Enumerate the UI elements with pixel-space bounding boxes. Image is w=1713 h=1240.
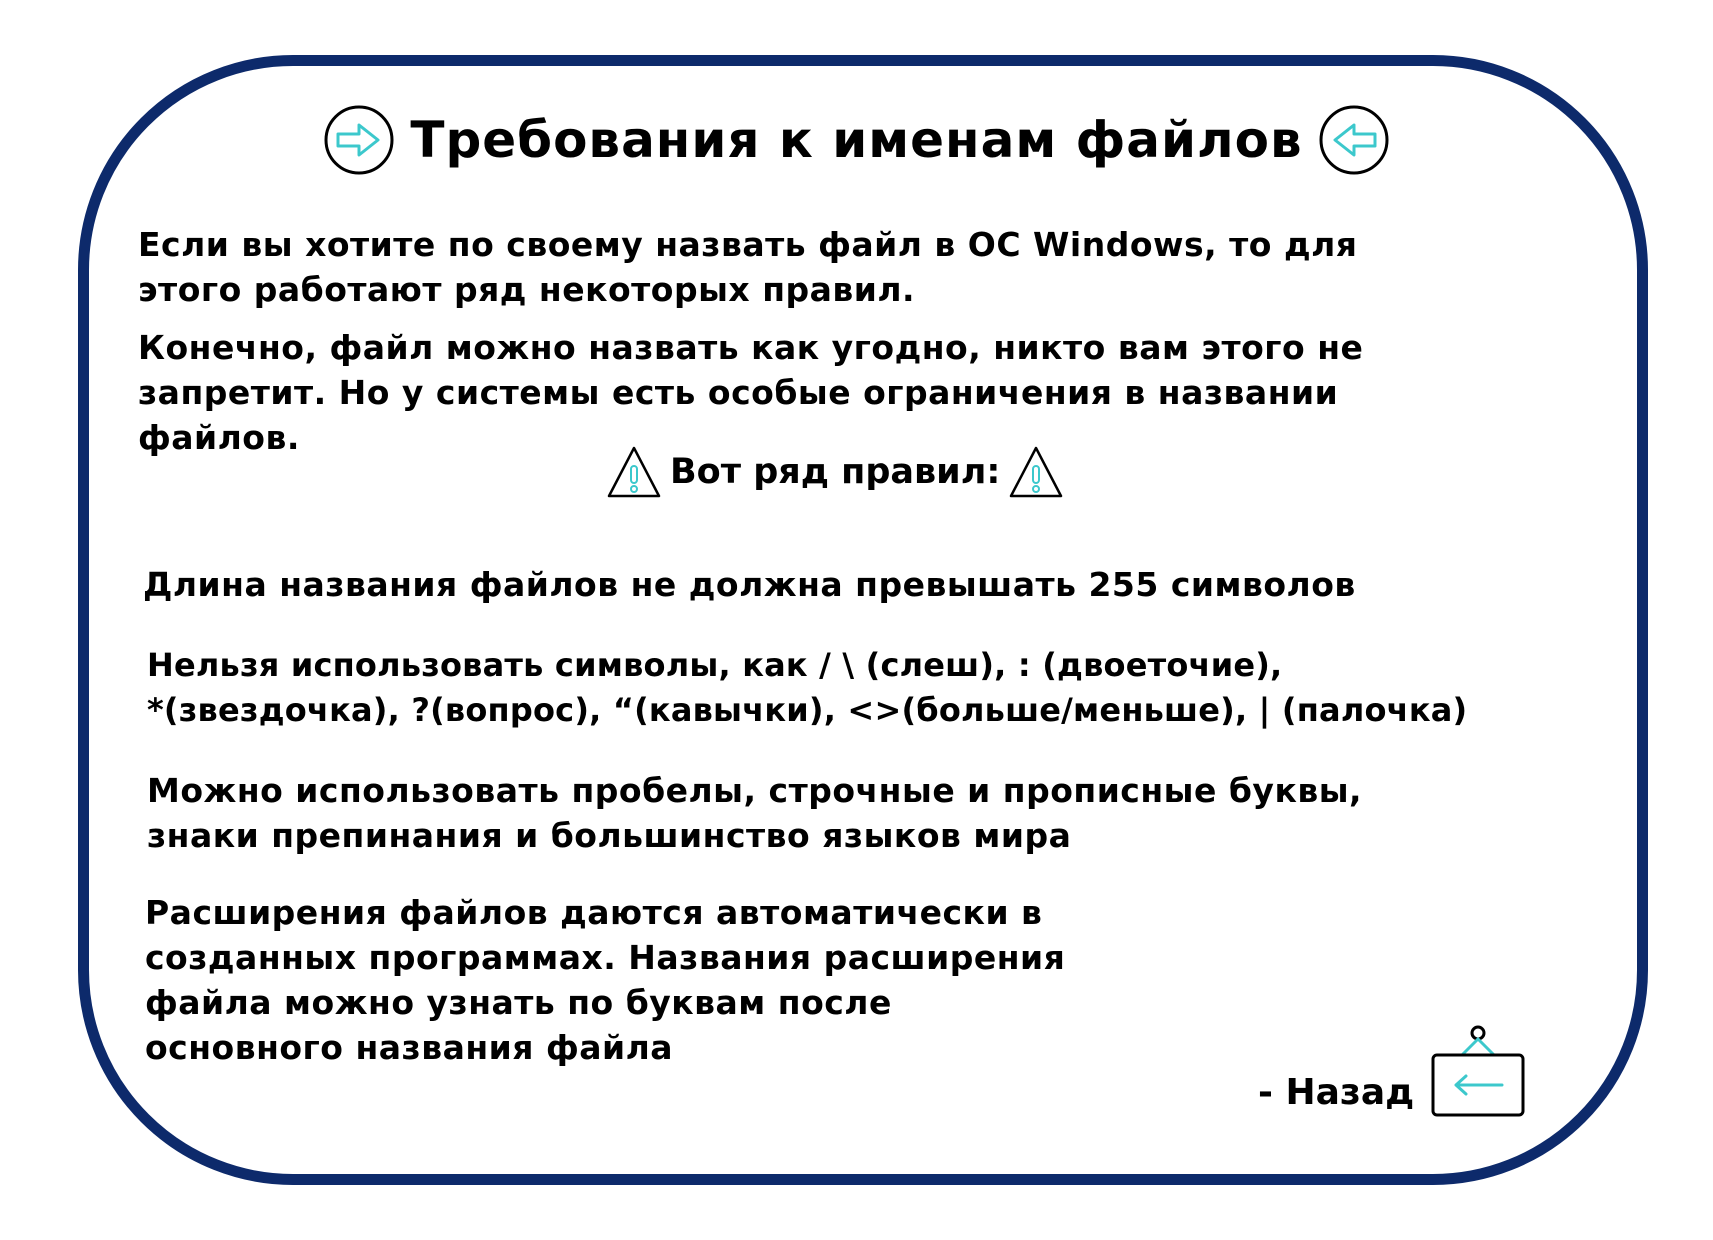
rule-line: Расширения файлов даются автоматически в [145,893,1043,932]
warning-triangle-icon [606,444,662,500]
back-label[interactable]: - Назад [1258,1072,1415,1113]
intro-line: этого работают ряд некоторых правил. [138,270,916,309]
title-row [0,100,1713,180]
rule-4 [145,890,1065,1070]
intro-line: запретит. Но у системы есть особые ограничения в названии [138,373,1339,412]
rule-line: основного названия файла [145,1028,674,1067]
rule-line: Можно использовать пробелы, строчные и прописные буквы, [147,771,1363,810]
rule-line: файла можно узнать по буквам после [145,983,892,1022]
arrow-left-circle-icon[interactable] [1317,103,1391,177]
rule-line: Длина названия файлов не должна превышать 255 символов [143,565,1356,604]
page-title: Требования к именам файлов [410,111,1303,169]
rules-heading: Вот ряд правил: [670,452,1001,492]
rule-1 [143,562,1356,607]
intro-paragraph-1 [138,222,1357,312]
rule-line: Нельзя использовать символы, как / \ (слеш), : (двоеточие), [147,646,1283,684]
back-button[interactable] [1258,1025,1528,1125]
rule-3 [147,768,1362,858]
intro-line: Если вы хотите по своему назвать файл в ОС Windows, то для [138,225,1358,264]
warning-triangle-icon [1008,444,1064,500]
rule-line: созданных программах. Названия расширения [145,938,1066,977]
intro-line: файлов. [138,418,300,457]
rule-line: *(звездочка), ?(вопрос), “(кавычки), <>(больше/меньше), | (палочка) [147,691,1468,729]
back-arrow-sign-icon[interactable] [1428,1025,1528,1125]
rule-line: знаки препинания и большинство языков мира [147,816,1072,855]
intro-line: Конечно, файл можно назвать как угодно, никто вам этого не [138,328,1364,367]
rules-heading-row [606,440,1064,504]
rule-2 [147,643,1467,733]
arrow-right-circle-icon[interactable] [322,103,396,177]
